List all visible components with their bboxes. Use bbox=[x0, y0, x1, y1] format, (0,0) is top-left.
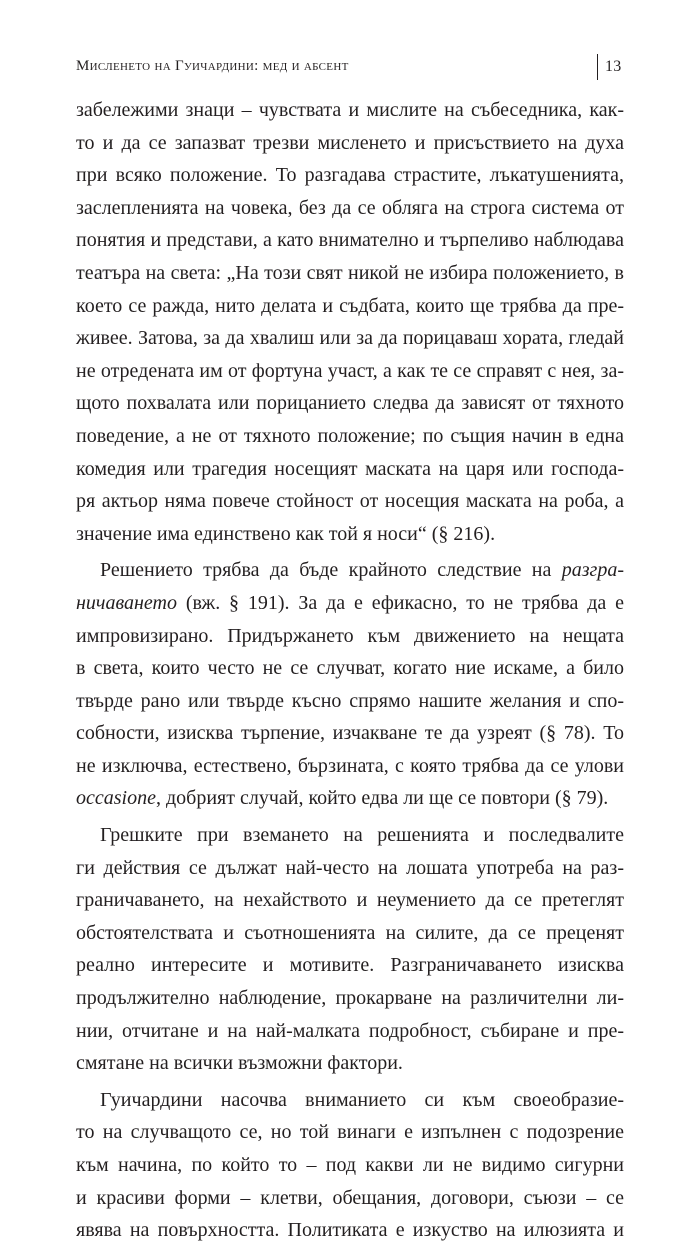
text-run: понятия и представи, а като внимателно и търпеливо наблюдава bbox=[76, 229, 624, 252]
text-run: то и да се запазват трезви мисленето и присъствието на духа bbox=[76, 131, 624, 154]
text-line bbox=[76, 652, 624, 685]
text-run: към начина, по който то – под какви ли не видимо сигурни bbox=[76, 1154, 624, 1176]
text-run: щото похвалата или порицанието следва да зависят от тяхното bbox=[76, 392, 624, 415]
text-line bbox=[76, 192, 624, 225]
text-line bbox=[76, 949, 624, 982]
text-run: при всяко положение. То разгадава страстите, лъкатушенията, bbox=[76, 164, 624, 187]
text-run: явява на повърхността. Политиката е изкуство на илюзията и bbox=[76, 1219, 624, 1242]
text-line bbox=[76, 852, 624, 885]
text-run: заслепленията на човека, без да се обляга на строга система от bbox=[76, 196, 624, 219]
text-line bbox=[76, 1182, 624, 1215]
running-header bbox=[76, 54, 624, 84]
text-run: собности, изисква търпение, изчакване те да узреят (§ 78). То bbox=[76, 722, 624, 745]
text-line bbox=[76, 917, 624, 950]
text-line bbox=[76, 750, 624, 783]
text-run: твърде рано или твърде късно спрямо нашите желания и спо- bbox=[76, 689, 624, 712]
text-line bbox=[76, 884, 624, 917]
text-run: театъра на света: „На този свят никой не избира положението, в bbox=[76, 261, 624, 284]
text-run: комедия или трагедия носещият маската на царя или господа- bbox=[76, 457, 624, 480]
text-run: (вж. § 191). За да е ефикасно, то не трябва да е bbox=[177, 591, 624, 614]
text-line bbox=[76, 420, 624, 453]
text-run: не изключва, естествено, бързината, с която трябва да се улови bbox=[76, 754, 624, 777]
text-run: и красиви форми – клетви, обещания, договори, съюзи – се bbox=[76, 1186, 624, 1209]
text-line bbox=[76, 94, 624, 127]
text-line bbox=[76, 685, 624, 718]
text-line bbox=[76, 127, 624, 160]
paragraph bbox=[76, 1084, 624, 1247]
text-line bbox=[76, 290, 624, 323]
text-line bbox=[76, 717, 624, 750]
text-line bbox=[76, 322, 624, 355]
text-run: нии, отчитане и на най-малката подробност, събиране и пре- bbox=[76, 1019, 624, 1042]
text-line bbox=[76, 518, 624, 551]
text-run: поведение, а не от тяхното положение; по същия начин в една bbox=[76, 424, 624, 447]
text-run: забележими знаци – чувствата и мислите на събеседника, как- bbox=[76, 99, 624, 121]
text-run: продължително наблюдение, прокарване на различителни ли- bbox=[76, 987, 624, 1010]
text-run: значение има единствено как той я носи“ (§ 216). bbox=[76, 522, 496, 545]
text-line bbox=[76, 355, 624, 388]
text-line bbox=[76, 1116, 624, 1149]
paragraph bbox=[76, 94, 624, 550]
text-run: Грешките при вземането на решенията и последвалите bbox=[100, 824, 624, 847]
running-title: Мисленето на Гуичардини: мед и абсент bbox=[76, 58, 349, 74]
text-run: в света, които често не се случват, когато ние искаме, а било bbox=[76, 657, 624, 680]
text-line bbox=[76, 485, 624, 518]
text-run: ги действия се дължат най-често на лошата употреба на раз- bbox=[76, 856, 624, 879]
text-run: обстоятелствата и съотношенията на силите, да се преценят bbox=[76, 921, 624, 944]
text-line bbox=[76, 782, 624, 815]
text-run: граничаването, на нехайството и неумението да се претеглят bbox=[76, 889, 624, 912]
italic-text: разгра- bbox=[561, 559, 624, 582]
paragraph bbox=[76, 554, 624, 815]
italic-text: occasione bbox=[76, 787, 156, 810]
text-run: живее. Затова, за да хвалиш или за да порицаваш хората, гледай bbox=[76, 327, 624, 350]
page-number: 13 bbox=[605, 58, 622, 75]
text-run: не отредената им от фортуна участ, а как те се справят с нея, за- bbox=[76, 359, 624, 382]
text-line bbox=[76, 1214, 624, 1247]
header-divider bbox=[597, 54, 598, 80]
text-line bbox=[76, 819, 624, 852]
text-line bbox=[76, 982, 624, 1015]
text-line bbox=[76, 257, 624, 290]
body-text bbox=[76, 94, 624, 1247]
italic-text: ничаването bbox=[76, 591, 177, 614]
text-run: импровизирано. Придържането към движението на нещата bbox=[76, 624, 624, 647]
text-run: то на случващото се, но той винаги е изпълнен с подозрение bbox=[76, 1121, 624, 1144]
text-line bbox=[76, 453, 624, 486]
text-run: Решението трябва да бъде крайното следствие на bbox=[100, 559, 562, 582]
text-line bbox=[76, 159, 624, 192]
text-run: Гуичардини насочва вниманието си към своеобразие- bbox=[100, 1088, 624, 1111]
text-line bbox=[76, 554, 624, 587]
paragraph bbox=[76, 819, 624, 1080]
text-line bbox=[76, 387, 624, 420]
text-run: , добрият случай, който едва ли ще се повтори (§ 79). bbox=[155, 787, 609, 810]
text-line bbox=[76, 224, 624, 257]
text-run: ря актьор няма повече стойност от носещия маската на роба, а bbox=[76, 490, 624, 513]
text-line bbox=[76, 587, 624, 620]
text-line bbox=[76, 1015, 624, 1048]
text-line bbox=[76, 1149, 624, 1182]
text-line bbox=[76, 620, 624, 653]
text-line bbox=[76, 1084, 624, 1117]
text-run: реално интересите и мотивите. Разграничаването изисква bbox=[76, 954, 624, 977]
text-run: което се ражда, нито делата и съдбата, които ще трябва да пре- bbox=[76, 294, 624, 317]
text-run: смятане на всички възможни фактори. bbox=[76, 1052, 403, 1075]
